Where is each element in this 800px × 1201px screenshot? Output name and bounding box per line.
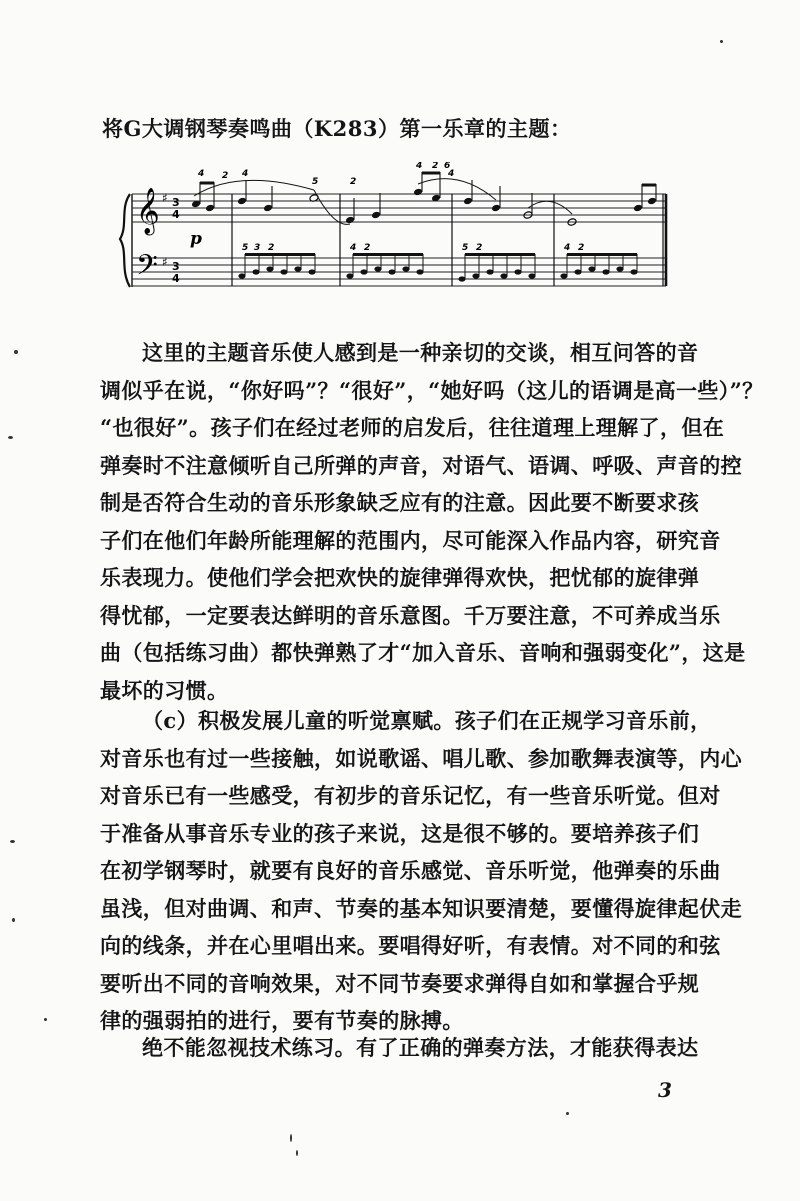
text-line: 向的线条，并在心里唱出来。要唱得好听，有表情。对不同的和弦 — [100, 933, 721, 958]
text-line: （c）积极发展儿童的听觉禀赋。孩子们在正规学习音乐前， — [142, 708, 712, 733]
scan-speck — [44, 1018, 47, 1021]
page-number: 3 — [658, 1078, 672, 1102]
treble-clef-icon: 𝄞 — [136, 188, 160, 234]
svg-text:3: 3 — [254, 243, 261, 253]
svg-text:3: 3 — [172, 260, 180, 273]
scan-speck — [12, 918, 15, 922]
paragraph-2 — [100, 702, 742, 1040]
svg-text:4: 4 — [172, 272, 180, 285]
scan-speck — [290, 1134, 292, 1142]
scan-speck — [8, 436, 13, 439]
text-line: 对音乐已有一些感受，有初步的音乐记忆，有一些音乐听觉。但对 — [100, 783, 721, 808]
text-line: 虽浅，但对曲调、和声、节奏的基本知识要清楚，要懂得旋律起伏走 — [100, 895, 742, 921]
text-line: 于准备从事音乐专业的孩子来说，这是很不够的。要培养孩子们 — [100, 820, 700, 846]
svg-text:6: 6 — [444, 162, 451, 171]
svg-text:5: 5 — [312, 177, 319, 187]
slurs — [194, 179, 572, 225]
treble-beams — [200, 173, 656, 185]
scan-speck — [720, 40, 723, 43]
text-line: 绝不能忽视技术练习。有了正确的弹奏方法，才能获得表达 — [142, 1035, 699, 1060]
svg-text:4: 4 — [198, 169, 205, 179]
svg-text:4: 4 — [172, 208, 180, 221]
text-line: 弹奏时不注意倾听自己所弹的声音，对语气、语调、呼吸、声音的控 — [100, 452, 742, 478]
svg-text:5: 5 — [462, 243, 469, 253]
text-line: 曲（包括练习曲）都快弹熟了才“加入音乐、音响和强弱变化”，这是 — [100, 640, 746, 665]
rh-fingerings — [197, 162, 454, 187]
scan-speck — [10, 840, 15, 843]
music-score — [118, 162, 678, 312]
scan-speck — [566, 1112, 569, 1115]
text-line: 调似乎在说，“你好吗”？“很好”，“她好吗（这儿的语调是高一些）”？ — [100, 377, 764, 403]
text-line: 得忧郁，一定要表达鲜明的音乐意图。千万要注意，不可养成当乐 — [100, 602, 721, 628]
bass-clef-icon: 𝄢 — [136, 249, 158, 289]
dynamic-marking: p — [190, 229, 202, 249]
svg-text:2: 2 — [350, 177, 357, 187]
svg-text:4: 4 — [242, 169, 249, 179]
paragraph-3 — [100, 1029, 699, 1067]
svg-text:5: 5 — [242, 243, 249, 253]
svg-text:4: 4 — [350, 243, 357, 253]
bass-staff — [132, 258, 666, 286]
svg-text:4: 4 — [416, 162, 423, 171]
svg-text:4: 4 — [564, 243, 571, 253]
grand-staff-brace — [120, 194, 130, 287]
text-line: 这里的主题音乐使人感到是一种亲切的交谈，相互问答的音 — [142, 340, 699, 365]
key-sharp-icon: ♯ — [162, 191, 168, 205]
intro-line: 将G大调钢琴奏鸣曲（K283）第一乐章的主题： — [102, 116, 572, 141]
text-line: 在初学钢琴时，就要有良好的音乐感觉、音乐听觉，他弹奏的乐曲 — [100, 858, 721, 883]
time-signature — [172, 196, 180, 285]
scan-speck — [296, 1150, 298, 1156]
text-line: 律的强弱拍的进行，要有节奏的脉搏。 — [100, 1008, 464, 1033]
text-line: 最坏的习惯。 — [100, 677, 229, 703]
svg-text:2: 2 — [364, 243, 371, 253]
text-line: “也很好”。孩子们在经过老师的启发后，往往道理上理解了，但在 — [100, 415, 725, 440]
svg-text:3: 3 — [172, 196, 180, 209]
svg-text:2: 2 — [222, 171, 229, 181]
svg-text:4: 4 — [448, 169, 455, 179]
text-line: 乐表现力。使他们学会把欢快的旋律弹得欢快，把忧郁的旋律弹 — [100, 565, 700, 590]
text-line: 对音乐也有过一些接触，如说歌谣、唱儿歌、参加歌舞表演等，内心 — [100, 745, 742, 771]
lh-fingerings — [242, 243, 584, 253]
svg-text:2: 2 — [268, 243, 275, 253]
text-line: 制是否符合生动的音乐形象缺乏应有的注意。因此要不断要求孩 — [100, 490, 700, 515]
scan-speck — [14, 350, 18, 354]
svg-text:2: 2 — [476, 243, 483, 253]
key-sharp-icon: ♯ — [162, 255, 168, 269]
text-line: 要听出不同的音响效果，对不同节奏要求弹得自如和掌握合乎规 — [100, 970, 700, 996]
text-line: 子们在他们年龄所能理解的范围内，尽可能深入作品内容，研究音 — [100, 527, 721, 553]
svg-text:2: 2 — [578, 243, 585, 253]
treble-stems — [200, 172, 656, 220]
paragraph-1 — [100, 334, 764, 709]
svg-text:2: 2 — [432, 162, 439, 171]
